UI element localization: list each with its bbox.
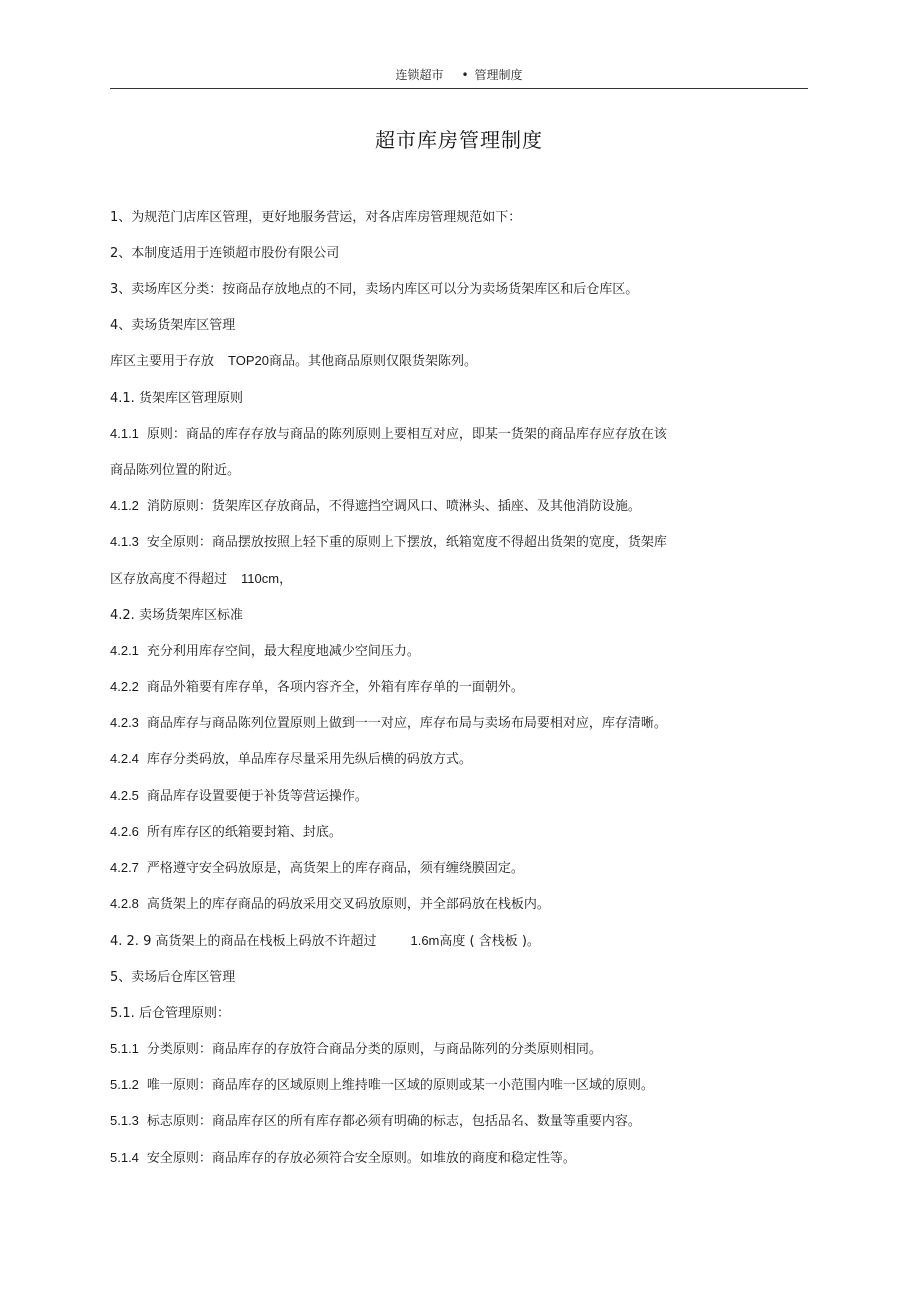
clause-4-2-9 xyxy=(110,930,540,949)
clause-3: 3、卖场库区分类：按商品存放地点的不同，卖场内库区可以分为卖场货架库区和后仓库区。 xyxy=(110,282,639,297)
clause-4-2-8 xyxy=(110,893,550,912)
clause-number: 4.1.3 xyxy=(110,534,139,549)
clause-text-b: 1.6m xyxy=(410,933,440,948)
clause-4-1-3 xyxy=(110,531,667,550)
clause-4-2-7 xyxy=(110,857,524,876)
clause-number: 5.1.3 xyxy=(110,1113,139,1128)
clause-4-1-1 xyxy=(110,423,667,442)
clause-text: 唯一原则：商品库存的区域原则上维持唯一区域的原则或某一小范围内唯一区域的原则。 xyxy=(146,1078,654,1093)
clause-number: 5.1.1 xyxy=(110,1041,139,1056)
section-4-2: 4.2. 卖场货架库区标准 xyxy=(110,608,243,623)
clause-text: 商品外箱要有库存单，各项内容齐全，外箱有库存单的一面朝外。 xyxy=(146,680,524,695)
clause-text: 高货架上的库存商品的码放采用交叉码放原则，并全部码放在栈板内。 xyxy=(146,897,550,912)
section-5-1: 5.1. 后仓管理原则： xyxy=(110,1006,230,1021)
clause-text: 商品库存设置要便于补货等营运操作。 xyxy=(146,789,368,804)
clause-5-1-4 xyxy=(110,1147,576,1166)
page-header xyxy=(110,66,808,83)
header-company: 连锁超市 xyxy=(395,68,444,82)
clause-number: 4.2.5 xyxy=(110,788,139,803)
clause-text: 充分利用库存空间，最大程度地减少空间压力。 xyxy=(146,644,420,659)
clause-number: 4.2.4 xyxy=(110,751,139,766)
clause-number: 5.1.4 xyxy=(110,1150,139,1165)
clause-4-2-2 xyxy=(110,676,524,695)
clause-text-c: 高度 ( 含栈板 )。 xyxy=(439,934,540,949)
clause-4-1-2 xyxy=(110,495,641,514)
clause-4-2-1 xyxy=(110,640,420,659)
clause-4: 4、卖场货架库区管理 xyxy=(110,318,236,333)
clause-text: 原则：商品的库存存放与商品的陈列原则上要相互对应，即某一货架的商品库存应存放在该 xyxy=(146,427,667,442)
clause-text: 消防原则：货架库区存放商品，不得遮挡空调风口、喷淋头、插座、及其他消防设施。 xyxy=(146,499,641,514)
clause-4-2-4 xyxy=(110,748,472,767)
clause-number: 4.1.1 xyxy=(110,426,139,441)
clause-1: 1、为规范门店库区管理，更好地服务营运，对各店库房管理规范如下： xyxy=(110,210,522,225)
clause-4-intro xyxy=(110,350,477,369)
clause-5: 5、卖场后仓库区管理 xyxy=(110,970,236,985)
clause-4-2-3 xyxy=(110,712,667,731)
clause-text-a: 区存放高度不得超过 xyxy=(110,572,228,587)
clause-text: 严格遵守安全码放原是，高货架上的库存商品，须有缠绕膜固定。 xyxy=(146,861,524,876)
clause-5-1-1 xyxy=(110,1038,602,1057)
clause-text: 库存分类码放，单品库存尽量采用先纵后横的码放方式。 xyxy=(146,752,472,767)
clause-4-1-3-cont xyxy=(110,568,292,587)
clause-text-b: 110cm， xyxy=(241,571,293,586)
clause-text: 商品库存与商品陈列位置原则上做到一一对应，库存布局与卖场布局要相对应，库存清晰。 xyxy=(146,716,667,731)
clause-4-intro-b: TOP20 xyxy=(228,353,269,368)
clause-number: 4.2.8 xyxy=(110,896,139,911)
clause-2: 2、本制度适用于连锁超市股份有限公司 xyxy=(110,246,340,261)
clause-4-intro-a: 库区主要用于存放 xyxy=(110,354,215,369)
clause-4-1-1-cont: 商品陈列位置的附近。 xyxy=(110,463,241,478)
clause-number: 4.2.7 xyxy=(110,860,139,875)
clause-text: 所有库存区的纸箱要封箱、封底。 xyxy=(146,825,342,840)
clause-5-1-2 xyxy=(110,1074,654,1093)
header-bullet: • xyxy=(461,68,469,82)
clause-number: 4.2.1 xyxy=(110,643,139,658)
header-section: 管理制度 xyxy=(474,68,523,82)
clause-5-1-3 xyxy=(110,1110,641,1129)
clause-text: 分类原则：商品库存的存放符合商品分类的原则，与商品陈列的分类原则相同。 xyxy=(146,1042,602,1057)
clause-4-2-6 xyxy=(110,821,342,840)
section-4-1: 4.1. 货架库区管理原则 xyxy=(110,391,243,406)
clause-number: 4.1.2 xyxy=(110,498,139,513)
clause-text: 安全原则：商品库存的存放必须符合安全原则。如堆放的商度和稳定性等。 xyxy=(146,1151,576,1166)
clause-number: 4.2.2 xyxy=(110,679,139,694)
clause-number: 4.2.3 xyxy=(110,715,139,730)
clause-4-intro-c: 商品。其他商品原则仅限货架陈列。 xyxy=(268,354,477,369)
clause-text-a: 4. 2. 9 高货架上的商品在栈板上码放不许超过 xyxy=(110,934,377,949)
clause-text: 安全原则：商品摆放按照上轻下重的原则上下摆放，纸箱宽度不得超出货架的宽度，货架库 xyxy=(146,535,667,550)
clause-number: 5.1.2 xyxy=(110,1077,139,1092)
clause-4-2-5 xyxy=(110,785,368,804)
header-divider xyxy=(110,88,808,89)
document-title: 超市库房管理制度 xyxy=(375,128,543,152)
clause-number: 4.2.6 xyxy=(110,824,139,839)
clause-text: 标志原则：商品库存区的所有库存都必须有明确的标志，包括品名、数量等重要内容。 xyxy=(146,1114,641,1129)
